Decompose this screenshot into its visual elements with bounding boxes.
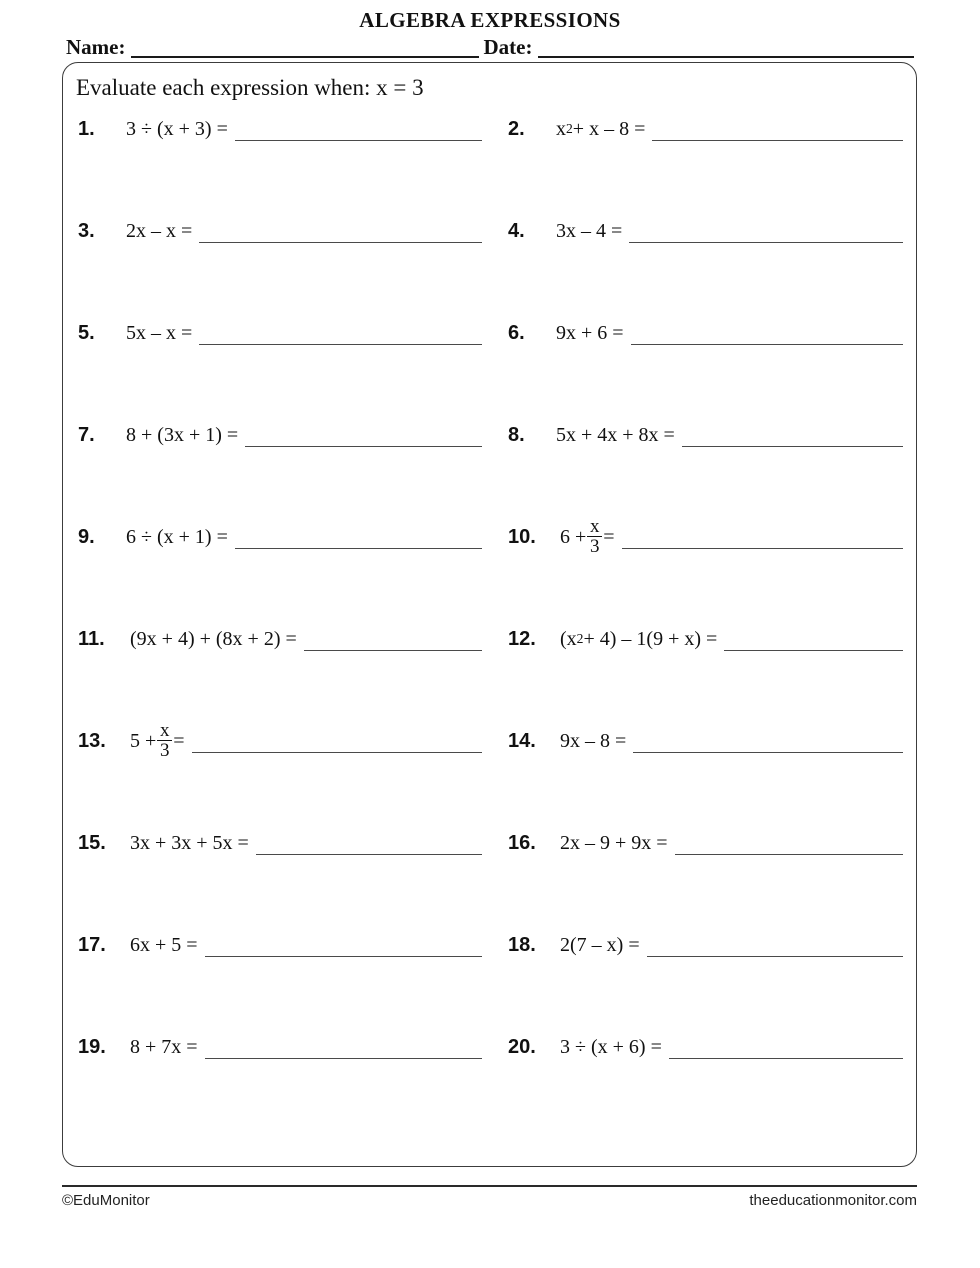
problem-number: 17.: [78, 934, 106, 956]
problem-16: [496, 824, 917, 926]
problem-number: 16.: [508, 832, 536, 854]
problem-number: 13.: [78, 730, 106, 752]
footer-copyright: ©EduMonitor: [62, 1192, 150, 1209]
problem-expression: [130, 828, 249, 858]
answer-blank[interactable]: [304, 624, 482, 651]
expr-part: 5 +: [130, 730, 157, 752]
problem-expression: [560, 726, 626, 756]
answer-blank[interactable]: [192, 726, 482, 753]
expr-part: 2(7 – x) =: [560, 934, 640, 956]
problem-number: 15.: [78, 832, 106, 854]
problem-5: [62, 314, 496, 416]
expr-part: + x – 8 =: [572, 118, 646, 140]
problem-row: [62, 314, 917, 416]
answer-blank[interactable]: [669, 1032, 903, 1059]
answer-blank[interactable]: [622, 522, 903, 549]
problem-number: 12.: [508, 628, 536, 650]
problem-17: [62, 926, 496, 1028]
expr-part: 9x + 6 =: [556, 322, 624, 344]
problem-number: 2.: [508, 118, 525, 140]
expr-part: =: [173, 730, 185, 752]
problems-grid: [62, 110, 917, 1130]
expr-part: =: [603, 526, 615, 548]
expr-part: x: [556, 118, 566, 140]
problem-number: 4.: [508, 220, 525, 242]
answer-blank[interactable]: [652, 114, 903, 141]
problem-15: [62, 824, 496, 926]
answer-blank[interactable]: [235, 114, 482, 141]
problem-14: [496, 722, 917, 824]
problem-number: 18.: [508, 934, 536, 956]
problem-2: [496, 110, 917, 212]
expr-part: 3x – 4 =: [556, 220, 623, 242]
problem-9: [62, 518, 496, 620]
fraction: [157, 719, 172, 761]
problem-row: [62, 926, 917, 1028]
problem-number: 11.: [78, 628, 105, 650]
problem-expression: [560, 930, 640, 960]
name-date-row: [66, 36, 914, 58]
problem-number: 3.: [78, 220, 95, 242]
name-label: Name:: [66, 35, 126, 59]
date-label: Date:: [483, 35, 533, 59]
problem-expression: [560, 1032, 662, 1062]
problem-expression: [126, 318, 192, 348]
expr-part: 6 +: [560, 526, 587, 548]
problem-expression: x 2 + x – 8 =: [556, 114, 645, 144]
footer-divider: [62, 1185, 917, 1187]
instruction-text: Evaluate each expression when: x = 3: [76, 75, 424, 100]
expr-part: 3 ÷ (x + 3) =: [126, 118, 228, 140]
expr-part: 3 ÷ (x + 6) =: [560, 1036, 662, 1058]
problem-number: 9.: [78, 526, 95, 548]
problem-expression: [556, 216, 622, 246]
expr-part: 5x – x =: [126, 322, 193, 344]
problem-expression: [126, 114, 228, 144]
problem-number: 5.: [78, 322, 95, 344]
page-title: ALGEBRA EXPRESSIONS: [359, 8, 621, 32]
problem-expression: [560, 515, 615, 557]
problem-expression: [556, 318, 624, 348]
problem-number: 1.: [78, 118, 95, 140]
problem-1: [62, 110, 496, 212]
problem-6: [496, 314, 917, 416]
fraction-denominator: 3: [590, 535, 600, 557]
problem-row: [62, 1028, 917, 1130]
problem-expression: [126, 522, 228, 552]
problem-expression: [130, 719, 185, 761]
problem-row: [62, 110, 917, 212]
answer-blank[interactable]: [235, 522, 482, 549]
answer-blank[interactable]: [205, 930, 482, 957]
problem-row: [62, 515, 917, 620]
expr-part: 5x + 4x + 8x =: [556, 424, 675, 446]
expr-part: 6x + 5 =: [130, 934, 198, 956]
answer-blank[interactable]: [675, 828, 903, 855]
name-input-line[interactable]: [131, 36, 479, 58]
problem-row: [62, 416, 917, 518]
expr-part: 6 ÷ (x + 1) =: [126, 526, 228, 548]
problem-expression: [556, 420, 675, 450]
problem-12: [496, 620, 917, 722]
date-input-line[interactable]: [538, 36, 914, 58]
problem-11: [62, 620, 496, 722]
answer-blank[interactable]: [633, 726, 903, 753]
expr-part: 9x – 8 =: [560, 730, 627, 752]
expr-part: (x: [560, 628, 577, 650]
answer-blank[interactable]: [256, 828, 482, 855]
problem-19: [62, 1028, 496, 1130]
problem-row: [62, 212, 917, 314]
problem-3: [62, 212, 496, 314]
expr-part: 8 + (3x + 1) =: [126, 424, 239, 446]
problem-number: 6.: [508, 322, 525, 344]
fraction-numerator: x: [160, 719, 170, 741]
problem-number: 10.: [508, 526, 536, 548]
expr-part: 2x – x =: [126, 220, 193, 242]
expr-part: 3x + 3x + 5x =: [130, 832, 249, 854]
answer-blank[interactable]: [682, 420, 903, 447]
answer-blank[interactable]: [629, 216, 903, 243]
footer: [62, 1192, 917, 1209]
answer-blank[interactable]: [724, 624, 903, 651]
problem-8: [496, 416, 917, 518]
problem-row: [62, 824, 917, 926]
problem-row: [62, 719, 917, 824]
expr-part: + 4) – 1(9 + x) =: [583, 628, 718, 650]
problem-row: [62, 620, 917, 722]
problem-expression: (x 2 + 4) – 1(9 + x) =: [560, 624, 717, 654]
problem-13: [62, 719, 496, 824]
problem-10: [496, 515, 917, 620]
problem-number: 7.: [78, 424, 95, 446]
fraction-numerator: x: [590, 515, 600, 537]
problem-expression: [130, 930, 198, 960]
answer-blank[interactable]: [199, 318, 482, 345]
problem-4: [496, 212, 917, 314]
problem-18: [496, 926, 917, 1028]
problem-number: 19.: [78, 1036, 106, 1058]
answer-blank[interactable]: [245, 420, 482, 447]
problem-7: [62, 416, 496, 518]
footer-website[interactable]: theeducationmonitor.com: [749, 1192, 917, 1209]
problem-20: [496, 1028, 917, 1130]
answer-blank[interactable]: [205, 1032, 482, 1059]
fraction-denominator: 3: [160, 739, 170, 761]
answer-blank[interactable]: [647, 930, 903, 957]
problem-expression: [560, 828, 668, 858]
problem-expression: [130, 624, 297, 654]
problem-expression: [126, 420, 238, 450]
expr-part: (9x + 4) + (8x + 2) =: [130, 628, 297, 650]
answer-blank[interactable]: [199, 216, 482, 243]
problem-expression: [126, 216, 192, 246]
problem-number: 8.: [508, 424, 525, 446]
expr-part: 8 + 7x =: [130, 1036, 198, 1058]
problem-number: 14.: [508, 730, 536, 752]
problem-number: 20.: [508, 1036, 536, 1058]
expr-part: 2x – 9 + 9x =: [560, 832, 668, 854]
answer-blank[interactable]: [631, 318, 903, 345]
problem-expression: [130, 1032, 198, 1062]
fraction: [587, 515, 602, 557]
